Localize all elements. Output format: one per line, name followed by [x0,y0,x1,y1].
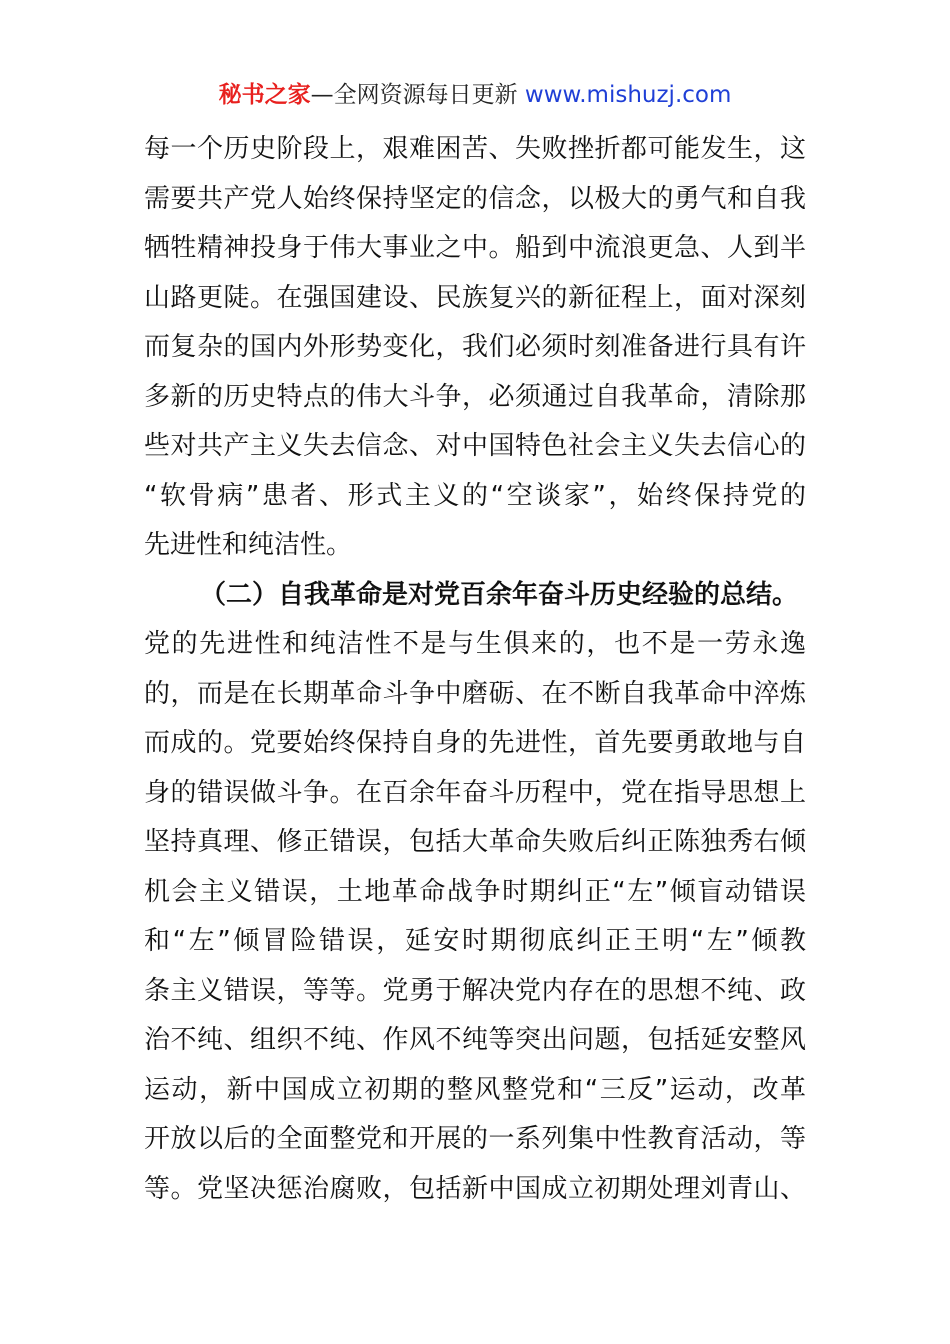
text-line: 治不纯、组织不纯、作风不纯等突出问题，包括延安整风 [144,1025,806,1055]
text-line: 而成的。党要始终保持自身的先进性，首先要勇敢地与自 [144,728,806,758]
text-line: 多新的历史特点的伟大斗争，必须通过自我革命，清除那 [144,381,806,412]
paragraph-end-line: 先进性和纯洁性。 [144,530,353,560]
text-line: 坚持真理、修正错误，包括大革命失败后纠正陈独秀右倾 [144,827,806,857]
text-line: 需要共产党人始终保持坚定的信念，以极大的勇气和自我 [144,183,806,214]
site-url-link[interactable]: www.mishuzj.com [524,82,732,108]
text-line: 党的先进性和纯洁性不是与生俱来的，也不是一劳永逸 [144,629,806,659]
text-line: 而复杂的国内外形势变化，我们必须时刻准备进行具有许 [144,332,806,362]
site-header [0,80,950,110]
text-line: 些对共产主义失去信念、对中国特色社会主义失去信心的 [144,431,806,461]
text-line: 运动，新中国成立初期的整风整党和“三反”运动，改革 [144,1074,806,1105]
site-brand: 秘书之家 [218,82,311,108]
text-line: 等。党坚决惩治腐败，包括新中国成立初期处理刘青山、 [144,1173,806,1204]
section-heading: （二）自我革命是对党百余年奋斗历史经验的总结。 [200,579,799,610]
text-line: 条主义错误，等等。党勇于解决党内存在的思想不纯、政 [144,975,806,1006]
text-line: 机会主义错误，土地革命战争时期纠正“左”倾盲动错误 [144,876,806,907]
text-line: 身的错误做斗争。在百余年奋斗历程中，党在指导思想上 [144,777,806,808]
text-line: 牺牲精神投身于伟大事业之中。船到中流浪更急、人到半 [144,233,806,263]
document-body [144,125,806,1214]
text-line: “软骨病”患者、形式主义的“空谈家”，始终保持党的 [144,480,806,511]
site-tagline: —全网资源每日更新 [310,82,518,108]
text-line: 开放以后的全面整党和开展的一系列集中性教育活动，等 [144,1124,806,1154]
text-line: 和“左”倾冒险错误，延安时期彻底纠正王明“左”倾教 [144,926,806,956]
text-line: 的，而是在长期革命斗争中磨砺、在不断自我革命中淬炼 [144,678,806,709]
text-line: 山路更陡。在强国建设、民族复兴的新征程上，面对深刻 [144,282,806,313]
text-line: 每一个历史阶段上，艰难困苦、失败挫折都可能发生，这 [144,134,806,164]
